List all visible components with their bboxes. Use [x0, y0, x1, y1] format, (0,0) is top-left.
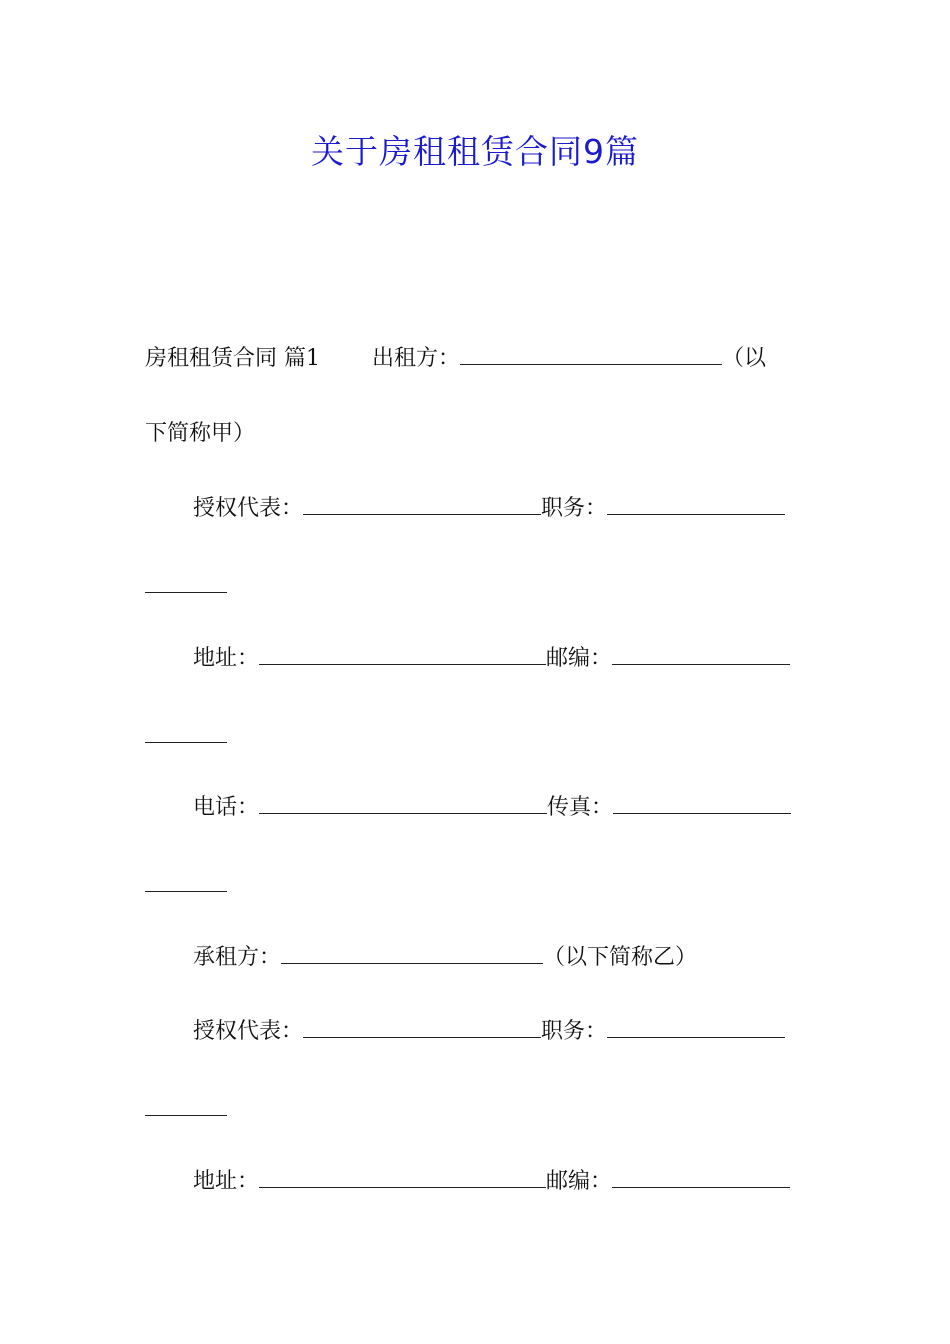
line-lessor: [145, 342, 766, 375]
rep-label: 授权代表：: [193, 496, 304, 521]
position-blank[interactable]: [607, 492, 785, 515]
position-label: 职务：: [541, 496, 608, 521]
line-lessee-address: [193, 1165, 790, 1198]
phone-blank[interactable]: [259, 791, 547, 814]
fax-blank[interactable]: [613, 791, 791, 814]
rep-label: 授权代表：: [193, 1019, 304, 1044]
line-lessee: [193, 941, 697, 974]
line-lessor-rep: [193, 492, 785, 525]
line-lessor-abbrev: [145, 418, 255, 450]
postcode-blank[interactable]: [612, 1165, 790, 1188]
rep-blank[interactable]: [303, 492, 541, 515]
line-lessor-address: [193, 642, 790, 675]
postcode-label: 邮编：: [546, 646, 613, 671]
position-blank-continued[interactable]: [145, 1093, 227, 1116]
contract-heading: 房租租赁合同 篇1: [145, 346, 320, 371]
line-lessor-phone: [193, 791, 791, 824]
address-label: 地址：: [193, 1169, 260, 1194]
position-label: 职务：: [541, 1019, 608, 1044]
postcode-blank[interactable]: [612, 642, 790, 665]
position-blank-continued[interactable]: [145, 570, 227, 593]
address-blank[interactable]: [259, 642, 546, 665]
line-lessee-rep: [193, 1015, 785, 1048]
rep-blank[interactable]: [303, 1015, 541, 1038]
document-title: 关于房租租赁合同9篇: [311, 132, 639, 171]
position-blank[interactable]: [607, 1015, 785, 1038]
fax-label: 传真：: [547, 795, 614, 820]
lessor-abbrev-start: （以: [722, 346, 767, 371]
lessee-abbrev: （以下简称乙）: [543, 945, 698, 970]
address-label: 地址：: [193, 646, 260, 671]
lessor-blank[interactable]: [460, 342, 722, 365]
fax-blank-continued[interactable]: [145, 869, 227, 892]
lessee-label: 承租方：: [193, 945, 282, 970]
lessee-blank[interactable]: [281, 941, 543, 964]
lessor-label: 出租方：: [372, 346, 461, 371]
phone-label: 电话：: [193, 795, 260, 820]
postcode-label: 邮编：: [546, 1169, 613, 1194]
address-blank[interactable]: [259, 1165, 546, 1188]
postcode-blank-continued[interactable]: [145, 720, 227, 743]
lessor-abbrev-end: 下简称甲）: [145, 421, 256, 446]
